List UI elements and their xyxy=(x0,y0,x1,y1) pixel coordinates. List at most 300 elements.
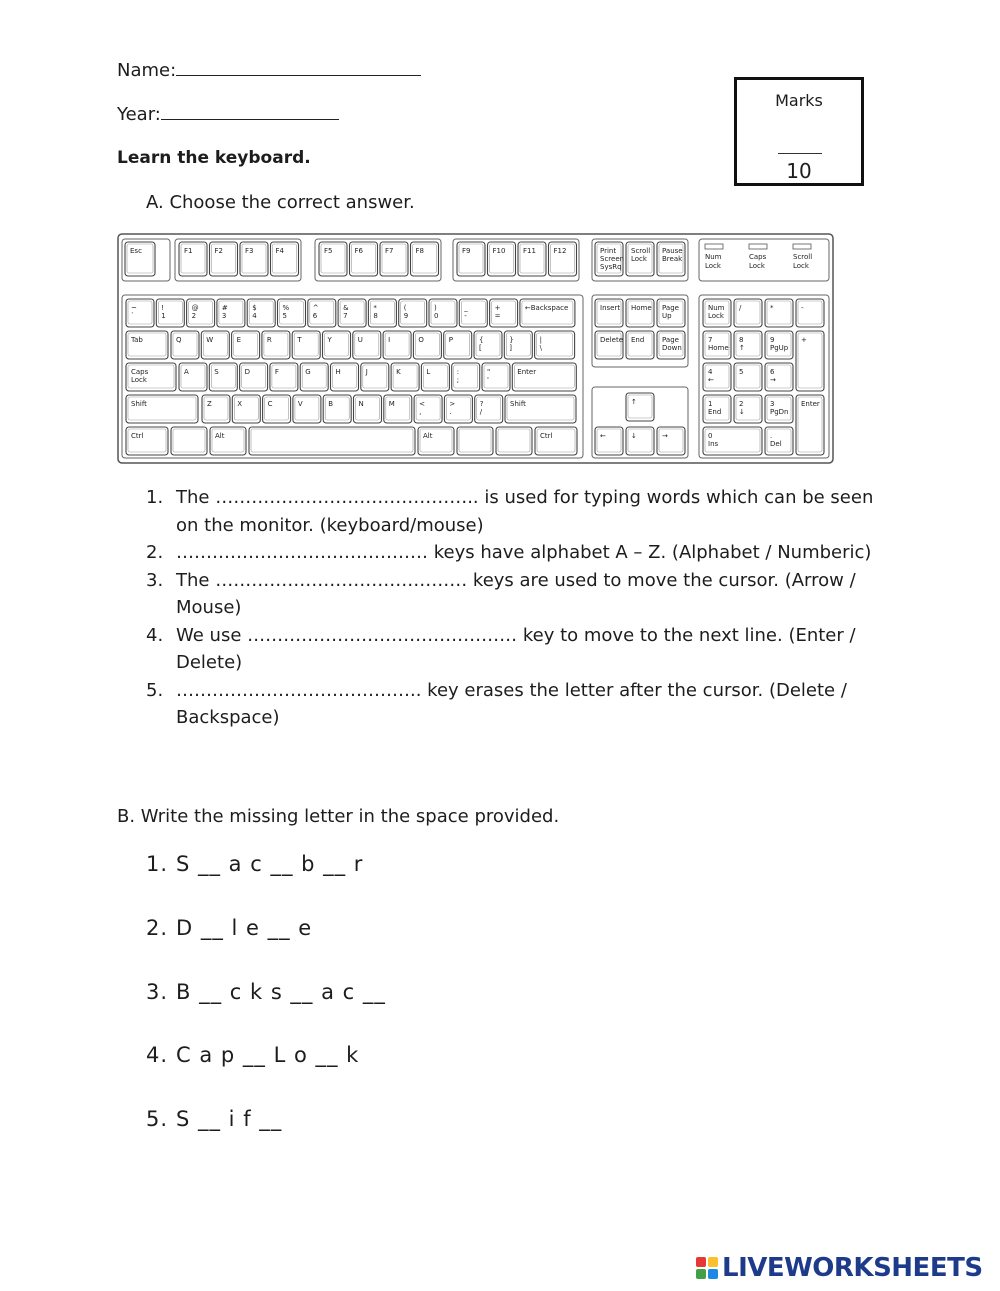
function-key xyxy=(179,242,207,276)
key-label: Shift xyxy=(510,400,526,408)
key-label: Enter xyxy=(517,368,537,376)
key xyxy=(475,395,503,423)
key xyxy=(368,299,396,327)
function-key xyxy=(350,242,378,276)
key xyxy=(262,331,290,359)
indicator-label: Scroll xyxy=(793,253,813,261)
nav-key xyxy=(657,331,685,359)
key xyxy=(209,363,237,391)
key xyxy=(232,395,260,423)
key-label: X xyxy=(237,400,243,408)
key-label: Break xyxy=(662,255,683,263)
numpad-key xyxy=(765,395,793,423)
key-windows xyxy=(457,427,493,455)
key-shift-left xyxy=(126,395,198,423)
key-ctrl-left xyxy=(126,427,168,455)
key-label: \ xyxy=(539,344,542,352)
key xyxy=(444,395,472,423)
indicator-label: Lock xyxy=(793,262,809,270)
key xyxy=(156,299,184,327)
key-caps-lock xyxy=(126,363,176,391)
key-label: % xyxy=(282,304,290,312)
numpad-zero-key xyxy=(703,427,762,455)
numpad-plus-key xyxy=(796,331,824,391)
key xyxy=(202,395,230,423)
function-key xyxy=(319,242,347,276)
key-label: F11 xyxy=(523,247,536,255)
key xyxy=(421,363,449,391)
key-label: Insert xyxy=(600,304,621,312)
key xyxy=(399,299,427,327)
key-label: F2 xyxy=(214,247,223,255)
key-label: 8 xyxy=(739,336,744,344)
question-text[interactable]: The …………………………………… keys are used to move the cursor. (Arrow / Mouse) xyxy=(176,569,856,618)
key xyxy=(354,395,382,423)
key-label: . xyxy=(770,432,773,440)
key-label: 2 xyxy=(191,312,197,320)
key-label: 0 xyxy=(708,432,713,440)
system-key xyxy=(657,242,685,276)
key-label: K xyxy=(396,368,401,376)
key-label: # xyxy=(221,304,228,312)
indicator-label: Lock xyxy=(705,262,721,270)
question-3 xyxy=(146,567,891,622)
key-backspace xyxy=(520,299,575,327)
key-label: ↓ xyxy=(631,432,637,440)
key xyxy=(338,299,366,327)
key-label: End xyxy=(708,408,722,416)
key-label: * xyxy=(373,304,377,312)
key-label: | xyxy=(539,336,542,344)
key-label: @ xyxy=(191,304,199,312)
key xyxy=(292,331,320,359)
key-label: / xyxy=(479,408,483,416)
key-label: ~ xyxy=(131,304,137,312)
name-blank[interactable] xyxy=(176,75,421,76)
key-label: Q xyxy=(176,336,182,344)
key-label: Ctrl xyxy=(131,432,144,440)
key-label: } xyxy=(509,336,514,344)
key-label: { xyxy=(479,336,484,344)
key-label: S xyxy=(214,368,219,376)
key-label: Y xyxy=(327,336,332,344)
key-label: Home xyxy=(631,304,652,312)
key-label: - xyxy=(801,304,804,312)
key-label: Page xyxy=(662,336,679,344)
function-key xyxy=(271,242,299,276)
item-text: S __ i f __ xyxy=(176,1107,283,1131)
arrow-left-key xyxy=(595,427,623,455)
key xyxy=(240,363,268,391)
year-field xyxy=(117,104,339,125)
key-ctrl-right xyxy=(535,427,577,455)
numpad-key xyxy=(703,363,731,391)
key-label: Screen xyxy=(600,255,625,263)
key xyxy=(444,331,472,359)
key xyxy=(293,395,321,423)
key xyxy=(126,299,154,327)
function-key xyxy=(549,242,577,276)
key xyxy=(201,331,229,359)
marks-box xyxy=(734,77,864,186)
key-label: ← xyxy=(600,432,606,440)
spelling-item-5[interactable] xyxy=(146,1107,282,1131)
key-label: 9 xyxy=(770,336,775,344)
key-label: P xyxy=(448,336,453,344)
numpad-key xyxy=(734,395,762,423)
key-label: O xyxy=(418,336,424,344)
key-label: Home xyxy=(708,344,729,352)
function-key xyxy=(488,242,516,276)
marks-total: 10 xyxy=(786,159,812,183)
key-label: ↑ xyxy=(739,344,745,352)
spelling-item-2[interactable] xyxy=(146,916,312,940)
key-label: " xyxy=(487,368,491,376)
question-4 xyxy=(146,622,891,677)
key-label: = xyxy=(494,312,501,320)
key xyxy=(361,363,389,391)
indicator-label: Num xyxy=(705,253,722,261)
key-label: 1 xyxy=(708,400,713,408)
key-label: $ xyxy=(252,304,257,312)
item-text: D __ l e __ e xyxy=(176,916,313,940)
key-label: W xyxy=(206,336,214,344)
key-label: Enter xyxy=(801,400,820,408)
key xyxy=(353,331,381,359)
numpad-key xyxy=(765,299,793,327)
indicator-light xyxy=(749,244,767,249)
key xyxy=(323,395,351,423)
key xyxy=(187,299,215,327)
name-label: Name: xyxy=(117,60,177,81)
key-label: 8 xyxy=(373,312,378,320)
key-label: ↓ xyxy=(739,408,745,416)
key-label: Ctrl xyxy=(540,432,553,440)
numpad-key xyxy=(765,363,793,391)
section-a-questions xyxy=(146,484,891,732)
key xyxy=(323,331,351,359)
key-label: ? xyxy=(479,400,484,408)
key-label: C xyxy=(267,400,273,408)
item-text: S __ a c __ b __ r xyxy=(176,852,364,876)
key xyxy=(482,363,510,391)
key xyxy=(383,331,411,359)
key-label: U xyxy=(357,336,363,344)
key-label: End xyxy=(631,336,645,344)
numpad-key xyxy=(734,331,762,359)
key-label: 5 xyxy=(739,368,744,376)
key-label: ↑ xyxy=(631,398,637,406)
function-key xyxy=(210,242,238,276)
logo-blocks-icon xyxy=(696,1257,718,1279)
indicator-label: Caps xyxy=(749,253,767,261)
question-text[interactable]: ………………………………….. key erases the letter after the cursor. (Delete / Backspace) xyxy=(176,679,847,728)
key-label: R xyxy=(266,336,272,344)
system-key xyxy=(626,242,654,276)
key-label: ^ xyxy=(312,304,319,312)
key xyxy=(247,299,275,327)
key xyxy=(217,299,245,327)
key xyxy=(429,299,457,327)
system-key xyxy=(595,242,624,276)
key xyxy=(300,363,328,391)
key xyxy=(504,331,532,359)
logo-text: LIVEWORKSHEETS xyxy=(722,1253,983,1283)
key-label: _ xyxy=(464,304,468,312)
nav-key xyxy=(626,331,654,359)
nav-key xyxy=(657,299,685,327)
key xyxy=(414,395,442,423)
key-label: Lock xyxy=(131,376,147,384)
liveworksheets-logo xyxy=(696,1253,983,1283)
key-label: 2 xyxy=(739,400,744,408)
indicator-light xyxy=(793,244,811,249)
key-label: 9 xyxy=(403,312,409,320)
item-number: 3. xyxy=(146,980,169,1004)
key-label: F8 xyxy=(415,247,424,255)
key-tab xyxy=(126,331,168,359)
key-label: PgDn xyxy=(770,408,789,416)
key xyxy=(263,395,291,423)
key-label: Alt xyxy=(423,432,433,440)
key xyxy=(232,331,260,359)
key-label: Alt xyxy=(215,432,225,440)
key xyxy=(308,299,336,327)
indicator-light xyxy=(705,244,723,249)
key-label: Del xyxy=(770,440,782,448)
key-space xyxy=(249,427,415,455)
key-alt-right xyxy=(418,427,454,455)
key-label: → xyxy=(662,432,668,440)
key xyxy=(384,395,412,423)
worksheet-title: Learn the keyboard. xyxy=(117,148,311,168)
key-label: J xyxy=(365,368,368,376)
key-label: SysRq xyxy=(600,263,622,271)
keyboard-illustration xyxy=(117,233,834,464)
key-label: 6 xyxy=(770,368,775,376)
key-label: 3 xyxy=(770,400,775,408)
key-label: Delete xyxy=(600,336,623,344)
year-blank[interactable] xyxy=(161,119,339,120)
key-label: ←Backspace xyxy=(524,304,569,312)
key-menu xyxy=(496,427,532,455)
key-label: Pause xyxy=(662,247,683,255)
function-key xyxy=(411,242,439,276)
function-key xyxy=(380,242,408,276)
key-label: F3 xyxy=(245,247,254,255)
key-label: + xyxy=(494,304,501,312)
key-label: < xyxy=(419,400,425,408)
key-label: Esc xyxy=(130,247,142,255)
key-label: F6 xyxy=(354,247,363,255)
question-1 xyxy=(146,484,891,539)
numpad-key xyxy=(703,331,731,359)
key-label: Up xyxy=(662,312,672,320)
question-number: 4. xyxy=(146,624,164,646)
key-label: * xyxy=(770,304,774,312)
numpad-key xyxy=(765,331,793,359)
key xyxy=(452,363,480,391)
key-label: L xyxy=(426,368,431,376)
marks-score-line xyxy=(778,153,822,154)
key xyxy=(391,363,419,391)
key-label: Lock xyxy=(708,312,724,320)
key-label: ] xyxy=(509,344,513,352)
key-windows xyxy=(171,427,207,455)
key xyxy=(413,331,441,359)
key-label: 6 xyxy=(312,312,318,320)
question-5 xyxy=(146,677,891,732)
key-label: N xyxy=(358,400,364,408)
key-label: 3 xyxy=(221,312,227,320)
year-label: Year: xyxy=(117,104,161,125)
arrow-up-key xyxy=(626,393,654,421)
key-label: F12 xyxy=(553,247,567,255)
question-text[interactable]: We use ……………………………………… key to move to the next line. (Enter / Delete) xyxy=(176,624,856,673)
key-label: Z xyxy=(207,400,212,408)
key-label: Down xyxy=(662,344,682,352)
key xyxy=(331,363,359,391)
key-label: ! xyxy=(161,304,165,312)
key-label: ; xyxy=(456,376,460,384)
numpad-key xyxy=(703,299,731,327)
key-label: 5 xyxy=(282,312,287,320)
key-label: Tab xyxy=(131,336,143,344)
arrow-right-key xyxy=(657,427,685,455)
key-label: I xyxy=(388,336,391,344)
item-number: 5. xyxy=(146,1107,169,1131)
key-label: H xyxy=(335,368,341,376)
key-shift-right xyxy=(505,395,576,423)
question-number: 2. xyxy=(146,542,164,563)
key-label: E xyxy=(236,336,242,344)
numpad-key xyxy=(734,299,762,327)
key-label: Scroll xyxy=(631,247,651,255)
key xyxy=(179,363,207,391)
key xyxy=(171,331,199,359)
key-label: F xyxy=(274,368,279,376)
key-label: Lock xyxy=(631,255,647,263)
key xyxy=(490,299,518,327)
spelling-item-3[interactable] xyxy=(146,980,386,1004)
key xyxy=(535,331,575,359)
nav-key xyxy=(595,331,623,359)
nav-key xyxy=(595,299,623,327)
marks-label: Marks xyxy=(775,91,823,110)
key-label: 0 xyxy=(434,312,439,320)
key-label: [ xyxy=(479,344,482,352)
question-text[interactable]: The …………………………………….. is used for typing words which can be seen on the monitor. (keyboard/mouse) xyxy=(176,487,874,536)
key-label: : xyxy=(456,368,460,376)
key-label: F7 xyxy=(385,247,394,255)
key-alt-left xyxy=(210,427,246,455)
numpad-key xyxy=(796,299,824,327)
question-number: 3. xyxy=(146,569,164,591)
key-label: - xyxy=(464,312,467,320)
question-number: 5. xyxy=(146,679,164,701)
key-label: ) xyxy=(434,304,437,312)
key xyxy=(474,331,502,359)
spelling-item-4[interactable] xyxy=(146,1043,359,1067)
function-key xyxy=(240,242,268,276)
item-number: 2. xyxy=(146,916,169,940)
key-label: Caps xyxy=(131,368,149,376)
indicator-label: Lock xyxy=(749,262,765,270)
key-label: F9 xyxy=(462,247,471,255)
arrow-down-key xyxy=(626,427,654,455)
key-label: T xyxy=(297,336,302,344)
key-label: B xyxy=(328,400,334,408)
question-number: 1. xyxy=(146,487,164,508)
spelling-item-1[interactable] xyxy=(146,852,363,876)
key xyxy=(459,299,487,327)
item-text: B __ c k s __ a c __ xyxy=(176,980,386,1004)
key-label: , xyxy=(419,408,422,416)
key-label: V xyxy=(297,400,303,408)
key-label: 4 xyxy=(708,368,713,376)
key-label: + xyxy=(801,336,807,344)
key-label: F10 xyxy=(492,247,506,255)
key-label: PgUp xyxy=(770,344,789,352)
key-label: Shift xyxy=(131,400,147,408)
key-label: ' xyxy=(487,376,489,384)
key-label: F1 xyxy=(184,247,193,255)
item-text: C a p __ L o __ k xyxy=(176,1043,360,1067)
key-label: Page xyxy=(662,304,679,312)
key-label: ← xyxy=(708,376,714,384)
section-b-heading: B. Write the missing letter in the space provided. xyxy=(117,806,560,827)
item-number: 1. xyxy=(146,852,169,876)
key-label: . xyxy=(449,408,452,416)
key-label: > xyxy=(449,400,456,408)
key-label: 1 xyxy=(161,312,166,320)
key-label: Num xyxy=(708,304,725,312)
key-label: 7 xyxy=(343,312,348,320)
numpad-key xyxy=(765,427,793,455)
key-label: D xyxy=(244,368,250,376)
key-label: → xyxy=(770,376,776,384)
key-label: Ins xyxy=(708,440,719,448)
numpad-key xyxy=(703,395,731,423)
key-esc xyxy=(125,242,155,276)
key-label: ( xyxy=(403,304,407,312)
key-label: A xyxy=(184,368,189,376)
question-2 xyxy=(146,539,891,567)
name-field xyxy=(117,60,421,81)
question-text[interactable]: …………………………………… keys have alphabet A – Z. (Alphabet / Numberic) xyxy=(176,542,872,563)
numpad-enter-key xyxy=(796,395,824,455)
key-enter xyxy=(512,363,576,391)
key-label: / xyxy=(739,304,742,312)
key-label: Print xyxy=(600,247,617,255)
key-label: G xyxy=(305,368,311,376)
item-number: 4. xyxy=(146,1043,169,1067)
key xyxy=(278,299,306,327)
key-label: 7 xyxy=(708,336,713,344)
key-label: M xyxy=(388,400,395,408)
key xyxy=(270,363,298,391)
key-label: ` xyxy=(131,312,135,320)
key-label: & xyxy=(343,304,349,312)
nav-key xyxy=(626,299,654,327)
key-label: 4 xyxy=(252,312,257,320)
function-key xyxy=(457,242,485,276)
key-label: F5 xyxy=(324,247,333,255)
key-label: F4 xyxy=(275,247,284,255)
function-key xyxy=(518,242,546,276)
numpad-key xyxy=(734,363,762,391)
section-a-heading: A. Choose the correct answer. xyxy=(146,192,415,213)
